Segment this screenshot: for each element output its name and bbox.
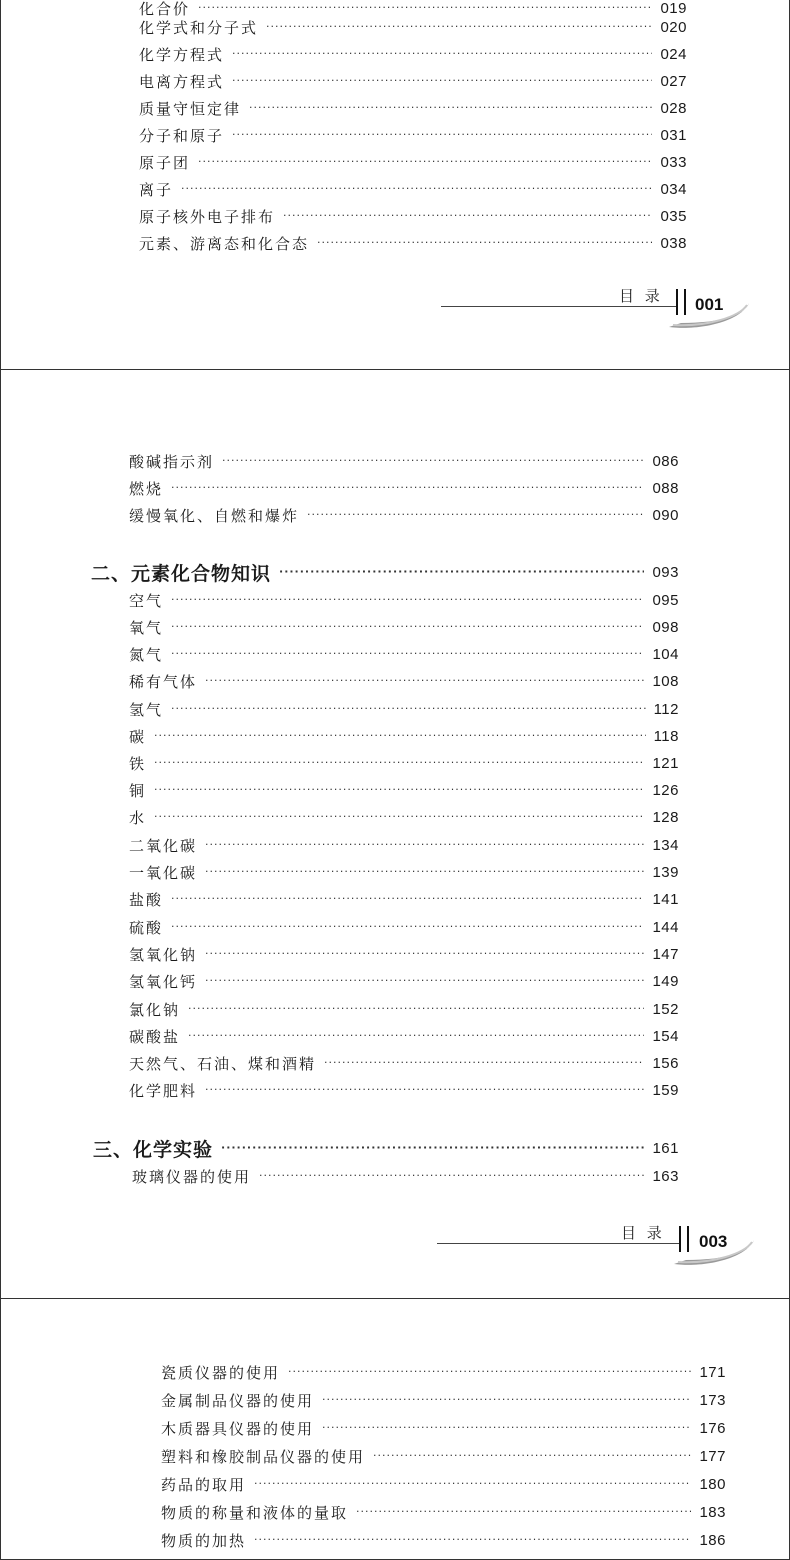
entry-title: 缓慢氧化、自燃和爆炸 xyxy=(129,506,300,525)
leader-dots xyxy=(205,865,644,879)
leader-dots xyxy=(288,1365,691,1379)
toc-entry[interactable] xyxy=(129,725,679,747)
toc-entry[interactable] xyxy=(161,1501,726,1523)
entry-page: 034 xyxy=(660,180,687,198)
leader-dots xyxy=(188,1002,644,1016)
footer-rule xyxy=(441,306,676,307)
leader-dots xyxy=(317,236,652,250)
toc-entry[interactable] xyxy=(161,1529,726,1551)
entry-title: 氮气 xyxy=(129,645,164,664)
toc-page-2 xyxy=(0,369,790,1300)
toc-entry[interactable] xyxy=(129,998,679,1020)
entry-page: 186 xyxy=(699,1531,726,1549)
entry-page: 104 xyxy=(652,645,679,663)
entry-title: 分子和原子 xyxy=(139,126,225,145)
page-footer xyxy=(1,1212,789,1272)
footer-label: 目 录 xyxy=(621,1224,665,1242)
entry-page: 128 xyxy=(652,808,679,826)
toc-entry[interactable] xyxy=(139,178,687,200)
toc-entry[interactable] xyxy=(129,834,679,856)
entry-title: 氯化钠 xyxy=(129,1000,181,1019)
section-title: 二、元素化合物知识 xyxy=(91,562,272,585)
entry-title: 金属制品仪器的使用 xyxy=(161,1391,315,1410)
leader-dots xyxy=(205,1083,644,1097)
entry-title: 玻璃仪器的使用 xyxy=(132,1167,252,1186)
leader-dots xyxy=(222,454,644,468)
toc-entry[interactable] xyxy=(129,806,679,828)
leader-dots xyxy=(254,1477,691,1491)
entry-page: 027 xyxy=(660,72,687,90)
entry-title: 木质器具仪器的使用 xyxy=(161,1419,315,1438)
entry-title: 化学肥料 xyxy=(129,1081,198,1100)
toc-entry[interactable] xyxy=(129,450,679,472)
entry-page: 144 xyxy=(652,918,679,936)
leader-dots xyxy=(322,1421,691,1435)
entry-page: 035 xyxy=(660,207,687,225)
leader-dots xyxy=(205,674,644,688)
toc-entry[interactable] xyxy=(161,1389,726,1411)
toc-entry[interactable] xyxy=(161,1361,726,1383)
entry-page: 112 xyxy=(653,700,679,718)
toc-entry[interactable] xyxy=(129,643,679,665)
leader-dots xyxy=(259,1169,644,1183)
entry-title: 水 xyxy=(129,808,147,827)
leader-dots xyxy=(198,1,652,15)
toc-entry[interactable] xyxy=(129,970,679,992)
toc-entry[interactable] xyxy=(129,504,679,526)
entry-title: 氧气 xyxy=(129,618,164,637)
footer-label: 目 录 xyxy=(619,287,663,305)
toc-entry[interactable] xyxy=(139,97,687,119)
toc-page-1 xyxy=(0,0,790,371)
toc-entry[interactable] xyxy=(129,1079,679,1101)
entry-title: 药品的取用 xyxy=(161,1475,247,1494)
leader-dots xyxy=(356,1505,691,1519)
leader-dots xyxy=(205,947,644,961)
toc-entry[interactable] xyxy=(139,43,687,65)
entry-title: 碳 xyxy=(129,727,147,746)
entry-title: 原子团 xyxy=(139,153,191,172)
leader-dots xyxy=(324,1056,644,1070)
leader-dots xyxy=(266,20,652,34)
entry-page: 020 xyxy=(660,18,687,36)
entry-title: 元素、游离态和化合态 xyxy=(139,234,310,253)
entry-page: 180 xyxy=(699,1475,726,1493)
entry-title: 二氧化碳 xyxy=(129,836,198,855)
toc-entry[interactable] xyxy=(129,861,679,883)
toc-entry[interactable] xyxy=(129,616,679,638)
toc-entry[interactable] xyxy=(129,1025,679,1047)
entry-page: 098 xyxy=(652,618,679,636)
toc-entry[interactable] xyxy=(129,477,679,499)
toc-entry[interactable] xyxy=(139,232,687,254)
toc-entry[interactable] xyxy=(129,698,679,720)
page-footer xyxy=(1,279,789,339)
leader-dots xyxy=(373,1449,691,1463)
entry-page: 147 xyxy=(652,945,679,963)
entry-title: 物质的加热 xyxy=(161,1531,247,1550)
toc-section-heading[interactable] xyxy=(93,1137,679,1159)
entry-page: 183 xyxy=(699,1503,726,1521)
toc-entry[interactable] xyxy=(129,779,679,801)
leader-dots xyxy=(171,920,644,934)
entry-title: 硫酸 xyxy=(129,918,164,937)
toc-entry[interactable] xyxy=(129,670,679,692)
entry-page: 139 xyxy=(652,863,679,881)
entry-title: 盐酸 xyxy=(129,890,164,909)
leader-dots xyxy=(188,1029,644,1043)
toc-entry[interactable] xyxy=(139,124,687,146)
entry-page: 141 xyxy=(652,890,679,908)
page-number: 003 xyxy=(699,1232,728,1251)
toc-entry[interactable] xyxy=(129,916,679,938)
entry-title: 天然气、石油、煤和酒精 xyxy=(129,1054,317,1073)
leader-dots xyxy=(279,565,644,579)
entry-title: 燃烧 xyxy=(129,479,164,498)
toc-entry[interactable] xyxy=(129,1052,679,1074)
toc-entry[interactable] xyxy=(139,151,687,173)
leader-dots xyxy=(154,783,644,797)
entry-page: 038 xyxy=(660,234,687,252)
toc-entry[interactable] xyxy=(129,589,679,611)
entry-page: 159 xyxy=(652,1081,679,1099)
toc-entry[interactable] xyxy=(129,752,679,774)
toc-entry[interactable] xyxy=(132,1165,679,1187)
footer-rule xyxy=(437,1243,679,1244)
entry-title: 化学式和分子式 xyxy=(139,18,259,37)
entry-page: 033 xyxy=(660,153,687,171)
entry-page: 031 xyxy=(660,126,687,144)
entry-page: 173 xyxy=(699,1391,726,1409)
toc-section-heading[interactable] xyxy=(91,561,679,583)
leader-dots xyxy=(198,155,652,169)
entry-title: 稀有气体 xyxy=(129,672,198,691)
toc-entry[interactable] xyxy=(139,205,687,227)
entry-page: 118 xyxy=(653,727,679,745)
entry-title: 铁 xyxy=(129,754,147,773)
leader-dots xyxy=(205,838,644,852)
leader-dots xyxy=(249,101,652,115)
entry-title: 瓷质仪器的使用 xyxy=(161,1363,281,1382)
page-number: 001 xyxy=(695,295,724,314)
entry-title: 氢氧化钙 xyxy=(129,972,198,991)
leader-dots xyxy=(154,810,644,824)
entry-page: 121 xyxy=(652,754,679,772)
toc-entry[interactable] xyxy=(129,888,679,910)
entry-page: 088 xyxy=(652,479,679,497)
toc-entry[interactable] xyxy=(161,1445,726,1467)
entry-page: 154 xyxy=(652,1027,679,1045)
toc-entry[interactable] xyxy=(161,1473,726,1495)
entry-page: 126 xyxy=(652,781,679,799)
entry-page: 134 xyxy=(652,836,679,854)
entry-title: 铜 xyxy=(129,781,147,800)
toc-entry[interactable] xyxy=(139,16,687,38)
entry-title: 原子核外电子排布 xyxy=(139,207,276,226)
toc-page-3 xyxy=(0,1298,790,1560)
entry-title: 化合价 xyxy=(139,0,191,18)
entry-page: 093 xyxy=(652,563,679,581)
entry-title: 质量守恒定律 xyxy=(139,99,242,118)
leader-dots xyxy=(171,647,644,661)
leader-dots xyxy=(171,593,644,607)
leader-dots xyxy=(232,74,652,88)
leader-dots xyxy=(171,620,644,634)
leader-dots xyxy=(232,128,652,142)
entry-title: 电离方程式 xyxy=(139,72,225,91)
entry-page: 161 xyxy=(652,1139,679,1157)
entry-page: 171 xyxy=(699,1363,726,1381)
leader-dots xyxy=(283,209,652,223)
entry-page: 090 xyxy=(652,506,679,524)
entry-title: 化学方程式 xyxy=(139,45,225,64)
toc-entry[interactable] xyxy=(161,1417,726,1439)
entry-page: 149 xyxy=(652,972,679,990)
section-title: 三、化学实验 xyxy=(93,1138,214,1161)
entry-page: 028 xyxy=(660,99,687,117)
leader-dots xyxy=(171,702,646,716)
entry-title: 空气 xyxy=(129,591,164,610)
toc-entry[interactable] xyxy=(129,943,679,965)
entry-page: 176 xyxy=(699,1419,726,1437)
entry-title: 一氧化碳 xyxy=(129,863,198,882)
entry-title: 物质的称量和液体的量取 xyxy=(161,1503,349,1522)
entry-page: 108 xyxy=(652,672,679,690)
leader-dots xyxy=(181,182,652,196)
entry-page: 086 xyxy=(652,452,679,470)
leader-dots xyxy=(232,47,652,61)
entry-title: 塑料和橡胶制品仪器的使用 xyxy=(161,1447,366,1466)
entry-page: 095 xyxy=(652,591,679,609)
leader-dots xyxy=(221,1141,644,1155)
entry-page: 163 xyxy=(652,1167,679,1185)
leader-dots xyxy=(307,508,644,522)
entry-title: 氢气 xyxy=(129,700,164,719)
entry-page: 152 xyxy=(652,1000,679,1018)
leader-dots xyxy=(154,756,644,770)
leader-dots xyxy=(171,481,644,495)
entry-page: 156 xyxy=(652,1054,679,1072)
entry-page: 177 xyxy=(699,1447,726,1465)
entry-title: 碳酸盐 xyxy=(129,1027,181,1046)
entry-page: 024 xyxy=(660,45,687,63)
leader-dots xyxy=(205,974,644,988)
leader-dots xyxy=(322,1393,691,1407)
leader-dots xyxy=(154,729,646,743)
entry-title: 氢氧化钠 xyxy=(129,945,198,964)
toc-entry[interactable] xyxy=(139,70,687,92)
entry-title: 离子 xyxy=(139,180,174,199)
entry-page: 019 xyxy=(660,0,687,17)
entry-title: 酸碱指示剂 xyxy=(129,452,215,471)
leader-dots xyxy=(171,892,644,906)
